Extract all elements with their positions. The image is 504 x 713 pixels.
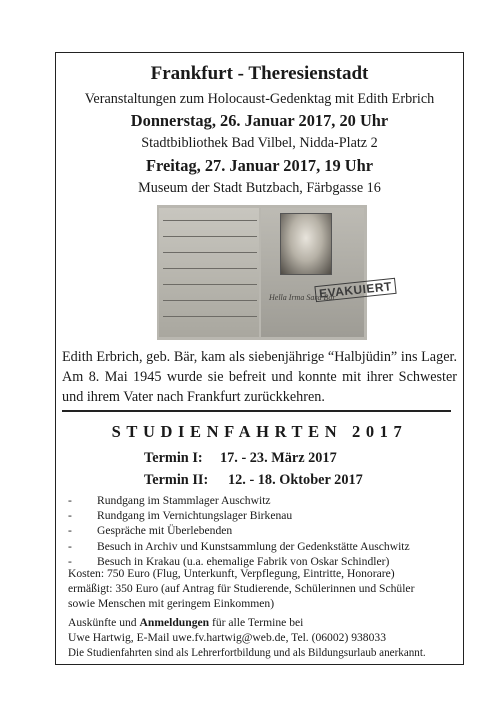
termin-1 [144,450,337,467]
bullet-dash: - [68,524,72,538]
contact-block [68,615,458,645]
costs-line: ermäßigt: 350 Euro (auf Antrag für Studierende, Schülerinnen und Schüler [68,582,415,596]
document-left-page [159,208,259,337]
signature: Hella Irma Sara Bär [269,293,336,302]
form-line [163,268,257,269]
portrait-photo [280,213,332,275]
bullet-dash: - [68,554,72,568]
divider [62,410,451,412]
footer-note: Die Studienfahrten sind als Lehrerfortbildung und als Bildungsurlaub anerkannt. [68,647,426,659]
termin-1-dates: 17. - 23. März 2017 [220,450,337,466]
program-list [68,493,410,569]
form-line [163,284,257,285]
list-item-text: Rundgang im Stammlager Auschwitz [97,494,271,507]
termin-2-label: Termin II: [144,472,209,488]
contact-bold: Anmeldungen [139,616,210,629]
contact-prefix: Auskünfte und [68,616,140,629]
form-line [163,220,257,221]
flyer-frame [55,52,464,665]
list-item-text: Besuch in Archiv und Kunstsammlung der Gedenkstätte Auschwitz [97,539,410,553]
event1-date: Donnerstag, 26. Januar 2017, 20 Uhr [130,111,389,130]
page-title: Frankfurt - Theresienstadt [150,63,369,84]
bullet-dash: - [68,494,72,507]
list-item [68,539,410,554]
event1-place: Stadtbibliothek Bad Vilbel, Nidda-Platz 2 [141,135,378,151]
costs-line: sowie Menschen mit geringem Einkommen) [68,597,275,611]
event2-date: Freitag, 27. Januar 2017, 19 Uhr [145,156,374,175]
termin-2-dates: 12. - 18. Oktober 2017 [228,472,363,488]
termin-1-label: Termin I: [144,450,203,466]
form-line [163,316,257,317]
list-item [68,493,410,508]
bullet-dash: - [68,509,72,523]
id-document-photo [157,205,393,340]
bullet-dash: - [68,539,72,553]
list-item [68,508,410,523]
intro-paragraph: Edith Erbrich, geb. Bär, kam als siebenjährige “Halbjüdin” ins Lager. Am 8. Mai 1945 wurde sie befreit und konnte mit ihrer Schwester und ihrem Vater nach Frankfurt zurückkehren. [62,349,457,405]
subtitle: Veranstaltungen zum Holocaust-Gedenktag mit Edith Erbrich [84,91,435,107]
list-item-text: Besuch in Krakau (u.a. ehemalige Fabrik von Oskar Schindler) [97,554,390,568]
costs-line: Kosten: 750 Euro (Flug, Unterkunft, Verpflegung, Eintritte, Honorare) [68,567,395,580]
studienfahrten-heading: STUDIENFAHRTEN 2017 [111,422,408,441]
form-line [163,252,257,253]
list-item-text: Gespräche mit Überlebenden [97,524,233,538]
contact-details: Uwe Hartwig, E-Mail uwe.fv.hartwig@web.de, Tel. (06002) 938033 [68,631,386,645]
list-item [68,523,410,538]
list-item-text: Rundgang im Vernichtungslager Birkenau [97,509,293,523]
event2-place: Museum der Stadt Butzbach, Färbgasse 16 [138,180,381,196]
form-line [163,300,257,301]
evakuiert-stamp: EVAKUIERT [314,278,396,302]
termin-2 [144,472,363,489]
form-line [163,236,257,237]
contact-suffix: für alle Termine bei [209,616,304,629]
costs-block [68,566,458,612]
contact-line [68,615,458,630]
